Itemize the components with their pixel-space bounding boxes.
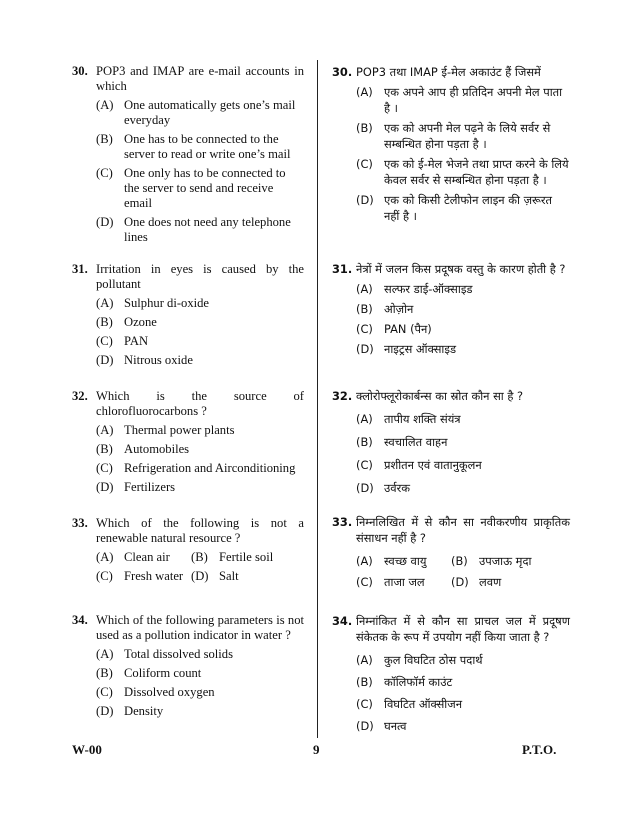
option-text: Fresh water <box>124 569 184 583</box>
option-label: (B) <box>356 121 373 135</box>
option-text: लवण <box>479 575 502 589</box>
option-text: One only has to be connected to the server to send and receive email <box>124 166 286 210</box>
question-number: 33. <box>332 515 353 529</box>
column-divider <box>317 60 318 738</box>
option-label: (C) <box>96 685 113 699</box>
question-text: Which of the following is not a renewable natural resource ? <box>96 516 304 545</box>
option-text: घनत्व <box>384 719 407 733</box>
option-label: (C) <box>96 166 113 180</box>
option-text: Clean air <box>124 550 170 564</box>
pto-label: P.T.O. <box>522 742 557 757</box>
option-text: Nitrous oxide <box>124 353 193 367</box>
option-label: (D) <box>356 719 374 733</box>
option-text: विघटित ऑक्सीजन <box>384 697 463 711</box>
question-32-hi <box>332 388 570 496</box>
question-text: निम्नांकित में से कौन सा प्राचल जल में प्रदूषण संकेतक के रूप में उपयोग नहीं किया जाता है ? <box>356 614 570 644</box>
option-label: (A) <box>356 653 373 667</box>
option-label: (B) <box>96 442 113 456</box>
option-text: Ozone <box>124 315 157 329</box>
option-label: (A) <box>356 282 373 296</box>
question-34-hi <box>332 613 570 734</box>
option-label: (C) <box>356 458 373 472</box>
option-label: (B) <box>96 132 113 146</box>
option-text: Automobiles <box>124 442 190 456</box>
question-34-en <box>72 613 304 719</box>
question-31-en <box>72 262 304 368</box>
option-label: (A) <box>356 554 373 568</box>
question-33-en <box>72 516 304 584</box>
option-label: (D) <box>356 481 374 495</box>
option-text: उर्वरक <box>384 481 410 495</box>
option-label: (B) <box>356 302 373 316</box>
option-text: कुल विघटित ठोस पदार्थ <box>384 653 483 667</box>
option-label: (A) <box>96 550 114 564</box>
option-label: (C) <box>96 461 113 475</box>
option-label: (D) <box>451 575 469 589</box>
option-text: PAN <box>124 334 149 348</box>
option-label: (A) <box>356 412 373 426</box>
question-number: 34. <box>72 613 88 627</box>
option-label: (D) <box>191 569 209 583</box>
option-text: One has to be connected to the server to read or write one’s mail <box>124 132 291 161</box>
question-text: Irritation in eyes is caused by the pollutant <box>96 262 304 291</box>
option-text: एक को ई-मेल भेजने तथा प्राप्त करने के लिये केवल सर्वर से सम्बन्धित होना पड़ता है । <box>384 157 569 187</box>
question-number: 30. <box>332 65 353 79</box>
option-text: स्वच्छ वायु <box>384 554 427 568</box>
option-label: (C) <box>356 697 373 711</box>
option-text: Density <box>124 704 164 718</box>
question-text: Which is the source of chlorofluorocarbons ? <box>96 389 304 418</box>
option-label: (C) <box>96 334 113 348</box>
option-label: (D) <box>96 480 114 494</box>
option-text: सल्फर डाई-ऑक्साइड <box>384 282 473 296</box>
question-number: 31. <box>72 262 88 276</box>
option-label: (D) <box>96 215 114 229</box>
question-text: POP3 तथा IMAP ई-मेल अकाउंट हैं जिसमें <box>356 65 541 79</box>
option-text: Coliform count <box>124 666 202 680</box>
option-label: (C) <box>96 569 113 583</box>
option-label: (D) <box>96 704 114 718</box>
option-text: Total dissolved solids <box>124 647 233 661</box>
option-text: Thermal power plants <box>124 423 235 437</box>
option-text: PAN (पैन) <box>384 322 432 336</box>
question-text: Which of the following parameters is not used as a pollution indicator in water ? <box>96 613 304 642</box>
option-label: (A) <box>96 98 114 112</box>
option-label: (A) <box>96 423 114 437</box>
option-text: Fertile soil <box>219 550 274 564</box>
option-label: (D) <box>356 193 374 207</box>
question-number: 34. <box>332 614 353 628</box>
option-label: (D) <box>96 353 114 367</box>
option-label: (C) <box>356 322 373 336</box>
question-number: 32. <box>72 389 88 403</box>
question-31-hi <box>332 261 570 357</box>
paper-code: W-00 <box>72 742 102 757</box>
option-text: Refrigeration and Airconditioning <box>124 461 296 475</box>
option-text: Fertilizers <box>124 480 176 494</box>
option-text: एक अपने आप ही प्रतिदिन अपनी मेल पाता है । <box>384 85 563 115</box>
option-text: Dissolved oxygen <box>124 685 215 699</box>
page-number: 9 <box>313 742 320 757</box>
option-label: (D) <box>356 342 374 356</box>
option-text: एक को किसी टेलीफोन लाइन की ज़रूरत नहीं है । <box>384 193 553 223</box>
question-number: 30. <box>72 64 88 78</box>
option-text: एक को अपनी मेल पढ़ने के लिये सर्वर से सम्बन्धित होना पड़ता है । <box>384 121 551 151</box>
option-label: (B) <box>96 666 113 680</box>
option-text: One automatically gets one’s mail everyday <box>124 98 296 127</box>
question-text: क्लोरोफ्लूरोकार्बन्स का स्रोत कौन सा है ? <box>356 389 524 403</box>
option-label: (A) <box>356 85 373 99</box>
option-label: (C) <box>356 157 373 171</box>
option-label: (B) <box>96 315 113 329</box>
question-30-en <box>72 64 304 245</box>
option-text: स्वचालित वाहन <box>384 435 448 449</box>
option-text: Salt <box>219 569 239 583</box>
option-label: (A) <box>96 647 114 661</box>
option-text: नाइट्रस ऑक्साइड <box>384 342 457 356</box>
option-label: (A) <box>96 296 114 310</box>
question-33-hi <box>332 514 570 590</box>
question-text: POP3 and IMAP are e-mail accounts in which <box>96 64 304 93</box>
option-label: (C) <box>356 575 373 589</box>
option-text: उपजाऊ मृदा <box>479 554 532 568</box>
question-number: 32. <box>332 389 353 403</box>
option-label: (B) <box>356 675 373 689</box>
option-label: (B) <box>451 554 468 568</box>
option-text: प्रशीतन एवं वातानुकूलन <box>384 458 482 472</box>
question-32-en <box>72 389 304 495</box>
option-text: ताजा जल <box>384 575 425 589</box>
option-text: ओज़ोन <box>384 302 414 316</box>
option-text: One does not need any telephone lines <box>124 215 291 244</box>
option-text: Sulphur di-oxide <box>124 296 210 310</box>
question-30-hi <box>332 64 570 224</box>
question-text: निम्नलिखित में से कौन सा नवीकरणीय प्राकृतिक संसाधन नहीं है ? <box>356 515 570 545</box>
option-text: कॉलिफॉर्म काउंट <box>384 675 453 689</box>
option-label: (B) <box>191 550 208 564</box>
question-text: नेत्रों में जलन किस प्रदूषक वस्तु के कारण होती है ? <box>356 262 566 276</box>
option-text: तापीय शक्ति संयंत्र <box>384 412 461 426</box>
question-number: 33. <box>72 516 88 530</box>
question-number: 31. <box>332 262 353 276</box>
option-label: (B) <box>356 435 373 449</box>
